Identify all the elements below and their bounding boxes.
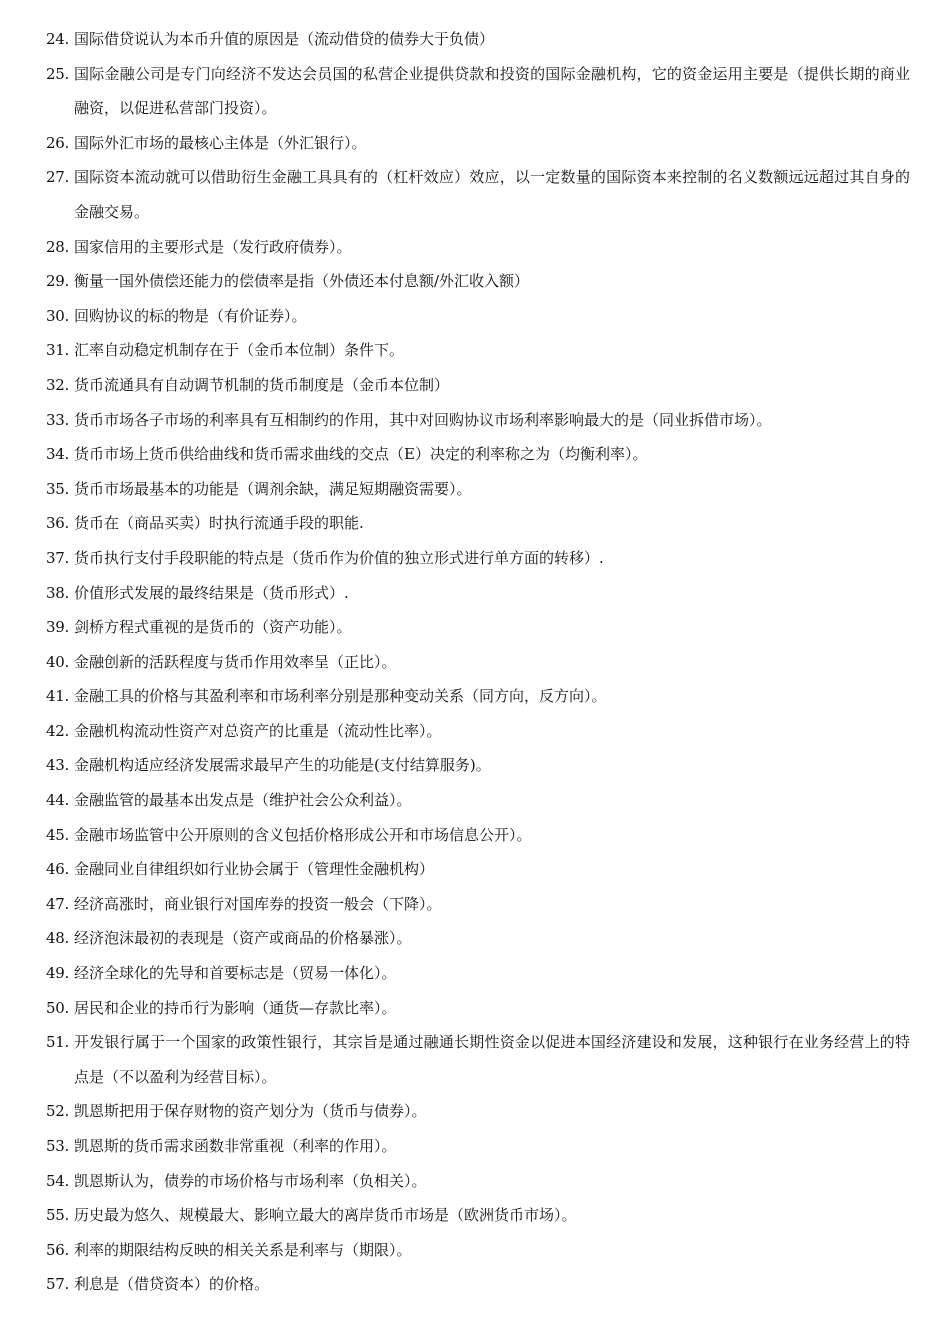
item-text: 居民和企业的持币行为影响（通货—存款比率）。 <box>74 998 397 1017</box>
item-text: 历史最为悠久、规模最大、影响立最大的离岸货币市场是（欧洲货币市场）。 <box>74 1206 577 1225</box>
item-number: 39. <box>46 618 69 637</box>
item-number: 38. <box>46 583 69 602</box>
list-item <box>46 541 910 576</box>
item-text: 经济高涨时，商业银行对国库券的投资一般会（下降）。 <box>74 894 442 913</box>
item-number: 28. <box>46 237 69 256</box>
item-number: 56. <box>46 1240 69 1259</box>
item-number: 49. <box>46 964 69 983</box>
list-item <box>46 57 910 126</box>
item-text: 金融市场监管中公开原则的含义包括价格形成公开和市场信息公开）。 <box>74 825 532 844</box>
list-item <box>46 299 910 334</box>
item-text: 金融创新的活跃程度与货币作用效率呈（正比）。 <box>74 652 397 671</box>
item-text: 剑桥方程式重视的是货币的（资产功能）。 <box>74 618 352 637</box>
item-number: 36. <box>46 514 69 533</box>
item-text: 国际外汇市场的最核心主体是（外汇银行）。 <box>74 133 367 152</box>
item-text: 经济全球化的先导和首要标志是（贸易一体化）。 <box>74 964 397 983</box>
document-page <box>0 22 950 1302</box>
item-text: 经济泡沫最初的表现是（资产或商品的价格暴涨）。 <box>74 929 412 948</box>
item-text: 金融工具的价格与其盈利率和市场利率分别是那种变动关系（同方向，反方向）。 <box>74 687 607 706</box>
item-text: 价值形式发展的最终结果是（货币形式）. <box>74 583 349 602</box>
item-number: 25. <box>46 64 69 83</box>
item-text: 国家信用的主要形式是（发行政府债券）。 <box>74 237 352 256</box>
item-number: 51. <box>46 1033 69 1052</box>
item-text: 货币市场最基本的功能是（调剂余缺，满足短期融资需要）。 <box>74 479 472 498</box>
list-item <box>46 748 910 783</box>
item-text: 金融机构适应经济发展需求最早产生的功能是(支付结算服务)。 <box>74 756 491 775</box>
item-text: 货币市场上货币供给曲线和货币需求曲线的交点（E）决定的利率称之为（均衡利率）。 <box>74 445 648 464</box>
item-number: 46. <box>46 860 69 879</box>
item-number: 48. <box>46 929 69 948</box>
list-item <box>46 506 910 541</box>
list-item <box>46 368 910 403</box>
item-number: 40. <box>46 652 69 671</box>
item-text: 金融机构流动性资产对总资产的比重是（流动性比率）。 <box>74 721 442 740</box>
list-item <box>46 1025 910 1094</box>
list-item <box>46 230 910 265</box>
list-item <box>46 472 910 507</box>
item-number: 26. <box>46 133 69 152</box>
list-item <box>46 264 910 299</box>
item-number: 32. <box>46 375 69 394</box>
item-text: 开发银行属于一个国家的政策性银行，其宗旨是通过融通长期性资金以促进本国经济建设和发展，这种银行在业务经营上的特点是（不以盈利为经营目标）。 <box>74 1033 910 1086</box>
item-text: 衡量一国外债偿还能力的偿债率是指（外债还本付息额/外汇收入额） <box>74 272 530 291</box>
item-text: 国际金融公司是专门向经济不发达会员国的私营企业提供贷款和投资的国际金融机构，它的资金运用主要是（提供长期的商业融资，以促进私营部门投资）。 <box>74 64 910 118</box>
item-number: 35. <box>46 479 69 498</box>
list-item <box>46 403 910 438</box>
item-number: 34. <box>46 445 69 464</box>
list-item <box>46 1233 910 1268</box>
item-number: 57. <box>46 1275 69 1294</box>
item-text: 金融同业自律组织如行业协会属于（管理性金融机构） <box>74 860 435 879</box>
item-text: 金融监管的最基本出发点是（维护社会公众利益）。 <box>74 791 412 810</box>
item-text: 凯恩斯把用于保存财物的资产划分为（货币与债券）。 <box>74 1102 427 1121</box>
item-number: 42. <box>46 721 69 740</box>
list-item <box>46 991 910 1026</box>
list-item <box>46 126 910 161</box>
list-item <box>46 437 910 472</box>
item-text: 国际资本流动就可以借助衍生金融工具具有的（杠杆效应）效应，以一定数量的国际资本来控制的名义数额远远超过其自身的金融交易。 <box>74 168 910 221</box>
list-item <box>46 783 910 818</box>
list-item <box>46 818 910 853</box>
item-text: 货币流通具有自动调节机制的货币制度是（金币本位制） <box>74 375 450 394</box>
item-text: 汇率自动稳定机制存在于（金币本位制）条件下。 <box>74 341 405 360</box>
item-text: 利率的期限结构反映的相关关系是利率与（期限）。 <box>74 1240 412 1259</box>
item-text: 货币在（商品买卖）时执行流通手段的职能. <box>74 514 364 533</box>
list-item <box>46 645 910 680</box>
item-number: 41. <box>46 687 69 706</box>
item-number: 44. <box>46 791 69 810</box>
item-number: 50. <box>46 998 69 1017</box>
item-number: 53. <box>46 1137 69 1155</box>
list-item <box>46 679 910 714</box>
list-item <box>46 887 910 922</box>
item-number: 43. <box>46 756 69 775</box>
list-item <box>46 576 910 611</box>
item-text: 货币执行支付手段职能的特点是（货币作为价值的独立形式进行单方面的转移）. <box>74 548 604 567</box>
list-item <box>46 1129 910 1164</box>
item-number: 29. <box>46 272 69 291</box>
item-number: 27. <box>46 168 69 187</box>
list-item <box>46 1094 910 1129</box>
list-item <box>46 610 910 645</box>
item-text: 凯恩斯认为，债券的市场价格与市场利率（负相关）。 <box>74 1171 427 1190</box>
item-number: 54. <box>46 1171 69 1190</box>
list-item <box>46 1198 910 1233</box>
list-item <box>46 956 910 991</box>
item-number: 45. <box>46 825 69 844</box>
list-item <box>46 1267 910 1302</box>
item-number: 37. <box>46 548 69 567</box>
list-item <box>46 1164 910 1199</box>
list-item <box>46 160 910 229</box>
list-item <box>46 852 910 887</box>
item-number: 30. <box>46 306 69 325</box>
item-number: 52. <box>46 1102 69 1121</box>
item-number: 31. <box>46 341 69 360</box>
item-number: 33. <box>46 410 69 429</box>
item-text: 凯恩斯的货币需求函数非常重视（利率的作用）。 <box>74 1137 397 1155</box>
item-text: 货币市场各子市场的利率具有互相制约的作用，其中对回购协议市场利率影响最大的是（同业拆借市场）。 <box>74 410 772 429</box>
list-item <box>46 22 910 57</box>
item-number: 47. <box>46 894 69 913</box>
item-text: 国际借贷说认为本币升值的原因是（流动借贷的债券大于负债） <box>74 30 495 48</box>
list-item <box>46 714 910 749</box>
item-number: 55. <box>46 1206 69 1225</box>
item-text: 利息是（借贷资本）的价格。 <box>74 1275 270 1294</box>
item-text: 回购协议的标的物是（有价证券）。 <box>74 306 307 325</box>
item-number: 24. <box>46 30 69 48</box>
list-item <box>46 333 910 368</box>
list-item <box>46 921 910 956</box>
